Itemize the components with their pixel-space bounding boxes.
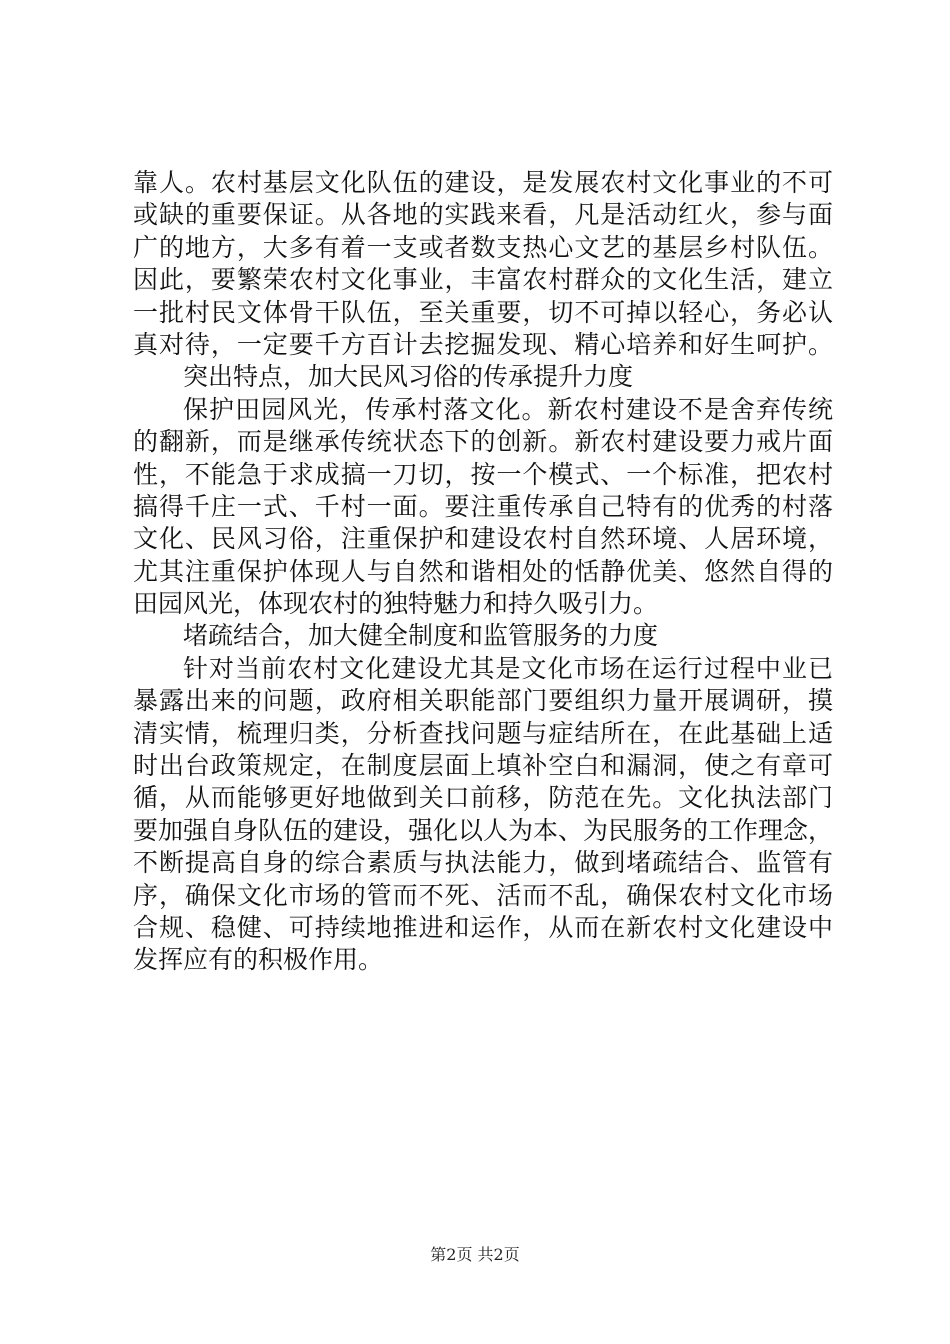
text-line: 时出台政策规定，在制度层面上填补空白和漏洞，使之有章可 — [133, 751, 833, 781]
text-line: 要加强自身队伍的建设，强化以人为本、为民服务的工作理念， — [133, 815, 834, 845]
text-line: 暴露出来的问题，政府相关职能部门要组织力量开展调研，摸 — [133, 686, 833, 716]
document-body — [133, 167, 833, 977]
text-line: 真对待，一定要千方百计去挖掘发现、精心培养和好生呵护。 — [133, 329, 833, 359]
text-line: 因此，要繁荣农村文化事业，丰富农村群众的文化生活，建立 — [133, 265, 833, 295]
text-line: 循，从而能够更好地做到关口前移，防范在先。文化执法部门 — [133, 783, 833, 813]
text-line: 不断提高自身的综合素质与执法能力，做到堵疏结合、监管有 — [133, 848, 833, 878]
page-number-footer: 第2页 共2页 — [430, 1245, 520, 1264]
text-line: 田园风光，体现农村的独特魅力和持久吸引力。 — [133, 589, 659, 619]
text-line: 靠人。农村基层文化队伍的建设，是发展农村文化事业的不可 — [133, 168, 833, 197]
text-line: 合规、稳健、可持续地推进和运作，从而在新农村文化建设中 — [133, 912, 833, 942]
text-line: 序，确保文化市场的管而不死、活而不乱，确保农村文化市场 — [133, 880, 833, 910]
section-heading: 堵疏结合，加大健全制度和监管服务的力度 — [183, 621, 659, 651]
text-line: 的翻新，而是继承传统状态下的创新。新农村建设要力戒片面 — [133, 427, 833, 457]
text-line: 或缺的重要保证。从各地的实践来看，凡是活动红火，参与面 — [133, 200, 833, 230]
text-line: 搞得千庄一式、千村一面。要注重传承自己特有的优秀的村落 — [133, 491, 833, 521]
text-line: 一批村民文体骨干队伍，至关重要，切不可掉以轻心，务必认 — [133, 297, 833, 327]
text-line: 保护田园风光，传承村落文化。新农村建设不是舍弃传统 — [183, 394, 833, 424]
section-heading: 突出特点，加大民风习俗的传承提升力度 — [183, 362, 634, 392]
text-line: 针对当前农村文化建设尤其是文化市场在运行过程中业已 — [183, 653, 833, 683]
text-line: 广的地方，大多有着一支或者数支热心文艺的基层乡村队伍。 — [133, 232, 833, 262]
text-line: 性，不能急于求成搞一刀切，按一个模式、一个标准，把农村 — [133, 459, 833, 489]
text-line: 清实情，梳理归类，分析查找问题与症结所在，在此基础上适 — [133, 718, 833, 748]
text-line: 尤其注重保护体现人与自然和谐相处的恬静优美、悠然自得的 — [133, 556, 833, 586]
text-line: 文化、民风习俗，注重保护和建设农村自然环境、人居环境， — [133, 524, 833, 554]
text-line: 发挥应有的积极作用。 — [133, 945, 384, 975]
